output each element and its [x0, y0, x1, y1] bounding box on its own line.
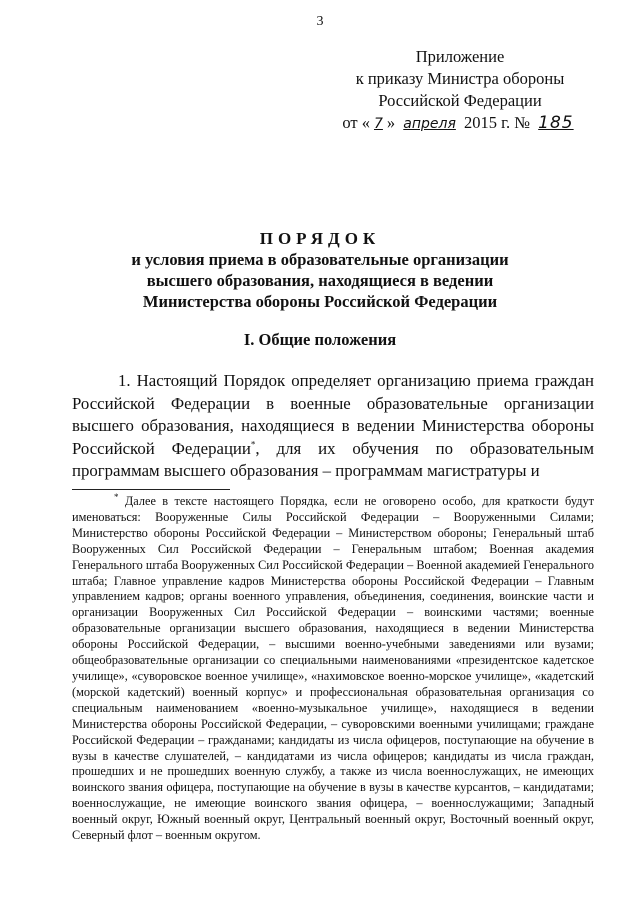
- appendix-line-2: к приказу Министра обороны: [355, 69, 565, 88]
- document-title: [60, 228, 580, 312]
- appendix-date-line: [300, 112, 620, 135]
- date-prefix: от «: [342, 113, 370, 132]
- page-number: 3: [316, 14, 324, 29]
- footnote-mark: *: [114, 491, 119, 502]
- footnote-reference-mark: *: [250, 438, 256, 449]
- date-day-close: »: [386, 113, 396, 132]
- appendix-line-1: Приложение: [415, 47, 505, 66]
- title-line-3: Министерства обороны Российской Федерации: [142, 292, 498, 311]
- section-heading: I. Общие положения: [243, 330, 397, 349]
- appendix-header: [300, 46, 620, 135]
- paragraph-1-text: 1. Настоящий Порядок определяет организацию приема граждан Российской Федерации в военные образовательные организации высшего образования, находящиеся в ведении Министерства обороны Российской Федерации: [72, 371, 594, 458]
- title-line-2: высшего образования, находящиеся в ведении: [146, 271, 494, 290]
- footnote-text: Далее в тексте настоящего Порядка, если не оговорено особо, для краткости будут именоваться: Вооруженные Силы Российской Федерации – Вооруженными Силами; Министерство обороны Российской Федерации – Министерством обороны; Генеральный штаб Вооруженных Сил Российской Федерации – Генеральным штабом; Военная академия Генерального штаба Вооруженных Сил Российской Федерации – Военной академией Генерального штаба; Главное управление кадров Министерства обороны Российской Федерации – Главным управлением кадров; органы военного управления, объединения, соединения, воинские части и организации Вооруженных Сил Российской Федерации – воинскими частями; военные образовательные организации высшего образования, находящиеся в ведении Министерства обороны Российской Федерации, – высшими военно-учебными заведениями или вузами; общеобразовательные организации со специальными наименованиями «президентское кадетское училище», «суворовское военное училище», «нахимовское военно-морское училище», «кадетский (морской кадетский) военный корпус» и профессиональная образовательная организация со специальным наименованием «военно-музыкальное училище», находящиеся в ведении Министерства обороны Российской Федерации, – суворовскими военными училищами; граждане Российской Федерации – гражданами; кандидаты из числа офицеров, поступающие на обучение в вузы в качестве слушателей, – кандидатами из числа офицеров; кандидаты из числа граждан, прошедших и не прошедших военную службу, а также из числа военнослужащих, не имеющих воинского звания офицера, поступающие на обучение в вузы в качестве курсантов, – кандидатами; военнослужащие, не имеющие воинского звания офицера, – военнослужащими; Западный военный округ, Южный военный округ, Центральный военный округ, Восточный военный округ, Северный флот – военным округом.: [72, 494, 594, 843]
- date-year: 2015 г. №: [464, 113, 531, 132]
- footnote-separator: [72, 489, 230, 490]
- handwritten-month: апреля: [403, 116, 456, 132]
- handwritten-day: 7: [373, 116, 383, 132]
- title-main: ПОРЯДОК: [259, 229, 381, 248]
- paragraph-1-continuation: , для их обучения по образовательным программам высшего образования – программам магистратуры и: [72, 438, 594, 480]
- paragraph-1: [72, 370, 594, 483]
- appendix-line-3: Российской Федерации: [378, 91, 542, 110]
- handwritten-order-number: 185: [538, 113, 574, 133]
- footnote: [72, 491, 594, 844]
- title-line-1: и условия приема в образовательные организации: [131, 250, 509, 269]
